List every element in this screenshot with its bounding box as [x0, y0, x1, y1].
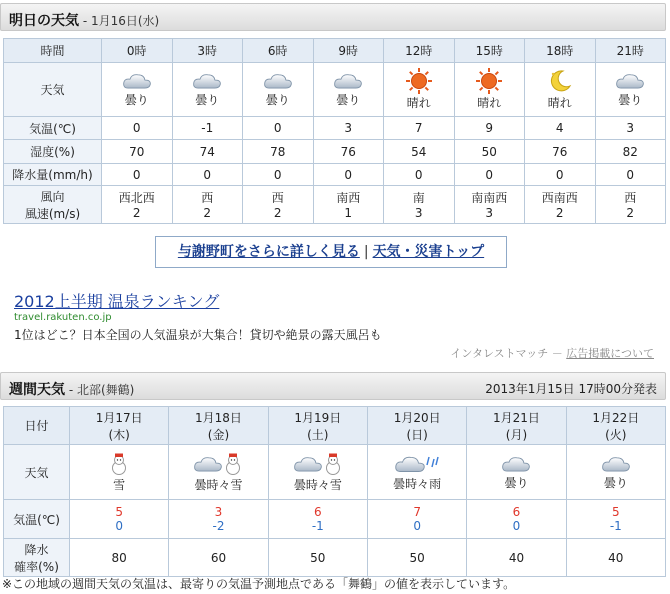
cloudy-icon — [314, 71, 384, 91]
weather-cell — [384, 63, 455, 117]
high-temp: 5 — [115, 505, 123, 519]
high-temp: 6 — [512, 505, 521, 519]
humidity-value: 54 — [411, 144, 427, 159]
hour-label: 15時 — [475, 44, 503, 58]
weather-label: 晴れ — [547, 96, 572, 110]
temp-cell — [243, 117, 314, 140]
hour-label: 3時 — [197, 44, 218, 58]
cloud-snow-icon — [193, 456, 243, 470]
rain-value: 0 — [203, 167, 212, 182]
rain-cell — [454, 164, 525, 186]
wind-direction: 南西 — [336, 191, 361, 205]
date-cell — [367, 407, 466, 445]
hour-cell — [313, 39, 384, 63]
weekly-title — [9, 379, 134, 399]
humidity-value: 76 — [552, 144, 568, 159]
date-cell — [566, 407, 665, 445]
pop-cell — [169, 539, 268, 577]
row-header-label: 気温(℃) — [29, 121, 76, 136]
weather-label: 曇時々雨 — [393, 476, 442, 491]
date-cell — [169, 407, 268, 445]
hour-label: 9時 — [338, 44, 359, 58]
temp-cell — [102, 117, 173, 140]
rain-cell — [384, 164, 455, 186]
wind-speed: 2 — [273, 206, 282, 220]
wind-speed: 2 — [626, 206, 635, 220]
date-label: 1月20日 — [393, 410, 441, 425]
date-label: 1月17日 — [95, 410, 143, 425]
humidity-cell — [384, 140, 455, 164]
temp-cell — [525, 117, 596, 140]
date-label: 1月22日 — [592, 410, 640, 425]
row-header-label: 確率(%) — [14, 559, 59, 574]
wind-cell — [384, 186, 455, 224]
temp-cell — [169, 500, 268, 539]
hour-cell — [172, 39, 243, 63]
tomorrow-title-text: 明日の天気 — [9, 13, 79, 29]
weather-label: 曇り — [618, 93, 643, 107]
humidity-cell — [172, 140, 243, 164]
hour-label: 18時 — [546, 44, 574, 58]
sunny-icon — [384, 68, 454, 94]
row-header-label: 風速(m/s) — [24, 206, 81, 221]
hour-label: 6時 — [267, 44, 288, 58]
row-header-label: 日付 — [24, 419, 49, 433]
cloudy-icon — [467, 454, 565, 474]
temp-cell — [70, 500, 169, 539]
ad-footer-text: インタレストマッチ － — [450, 347, 567, 360]
cloudy-icon — [173, 71, 243, 91]
temp-cell — [172, 117, 243, 140]
tomorrow-title — [9, 10, 159, 30]
temp-cell — [467, 500, 566, 539]
ad-footer — [450, 345, 654, 361]
link-separator: | — [363, 244, 369, 260]
low-temp: 0 — [512, 519, 521, 533]
row-header — [4, 539, 70, 577]
low-temp: 0 — [413, 519, 421, 533]
high-temp: 5 — [612, 505, 620, 519]
temp-cell — [454, 117, 525, 140]
wind-direction: 南 — [412, 191, 425, 205]
temp-value: 3 — [626, 121, 635, 135]
disaster-top-link[interactable]: 天気・災害トップ — [372, 244, 485, 260]
row-header-label: 降水量(mm/h) — [12, 168, 93, 182]
humidity-cell — [243, 140, 314, 164]
temp-cell — [595, 117, 666, 140]
hour-cell — [102, 39, 173, 63]
weather-label: 曇り — [195, 93, 220, 107]
rain-cell — [313, 164, 384, 186]
row-header — [4, 500, 70, 539]
precip-probability: 50 — [310, 550, 326, 565]
humidity-value: 82 — [622, 144, 638, 159]
wind-direction: 西 — [271, 191, 284, 205]
hour-label: 21時 — [616, 44, 644, 58]
date-label: 1月19日 — [294, 410, 342, 425]
row-header — [4, 445, 70, 500]
row-header — [4, 140, 102, 164]
cloudy-icon — [596, 71, 666, 91]
weekly-forecast-table — [3, 406, 666, 577]
rain-value: 0 — [344, 167, 353, 182]
cloudy-icon — [567, 454, 665, 474]
humidity-cell — [454, 140, 525, 164]
wind-speed: 1 — [344, 206, 353, 220]
sunny-icon — [455, 68, 525, 94]
wind-direction: 西北西 — [118, 191, 155, 205]
pop-cell — [566, 539, 665, 577]
weather-cell — [367, 445, 466, 500]
hour-cell — [454, 39, 525, 63]
row-header-label: 時間 — [40, 44, 65, 58]
temp-value: 0 — [132, 121, 141, 135]
rain-value: 0 — [414, 167, 423, 182]
row-header — [4, 63, 102, 117]
weekly-note: ※この地域の週間天気の気温は、最寄りの気温予測地点である「舞鶴」の値を表示しています。 — [2, 577, 516, 591]
pop-cell — [268, 539, 367, 577]
cloudy-icon — [102, 71, 172, 91]
date-label: 1月21日 — [493, 410, 540, 425]
wind-speed: 2 — [132, 206, 141, 220]
humidity-cell — [102, 140, 173, 164]
pop-cell — [467, 539, 566, 577]
temp-value: 3 — [344, 121, 353, 135]
ad-info-link[interactable]: 広告掲載について — [566, 347, 654, 360]
row-header-label: 気温(℃) — [13, 512, 60, 527]
row-header-label: 風向 — [40, 189, 65, 204]
high-temp: 7 — [413, 505, 421, 519]
tomorrow-date: - 1月16日(水) — [79, 14, 160, 28]
hour-label: 0時 — [126, 44, 147, 58]
humidity-cell — [313, 140, 384, 164]
hour-cell — [384, 39, 455, 63]
wind-cell — [454, 186, 525, 224]
weather-cell — [566, 445, 665, 500]
humidity-cell — [595, 140, 666, 164]
rain-value: 0 — [485, 167, 494, 182]
date-cell — [268, 407, 367, 445]
low-temp: -2 — [212, 519, 225, 533]
humidity-value: 78 — [270, 144, 286, 159]
hourly-forecast-table — [3, 38, 666, 224]
ad-url: travel.rakuten.co.jp — [14, 312, 112, 323]
temp-value: 9 — [485, 121, 494, 135]
humidity-value: 70 — [129, 144, 145, 159]
precip-probability: 50 — [409, 550, 425, 565]
row-header — [4, 39, 102, 63]
hour-cell — [595, 39, 666, 63]
hour-cell — [525, 39, 596, 63]
snowman-icon — [109, 456, 129, 470]
rain-value: 0 — [273, 167, 282, 182]
weather-label: 曇り — [265, 93, 290, 107]
pop-cell — [367, 539, 466, 577]
humidity-value: 74 — [199, 144, 215, 159]
row-header — [4, 117, 102, 140]
weather-cell — [169, 445, 268, 500]
day-of-week: (土) — [307, 427, 329, 442]
weather-cell — [102, 63, 173, 117]
weather-label: 曇り — [124, 93, 149, 107]
temp-value: 7 — [414, 121, 423, 135]
rain-value: 0 — [555, 167, 564, 182]
wind-direction: 西 — [624, 191, 637, 205]
rain-cell — [595, 164, 666, 186]
wind-cell — [102, 186, 173, 224]
wind-direction: 南南西 — [471, 191, 508, 205]
day-of-week: (日) — [406, 427, 428, 442]
row-header-label: 降水 — [24, 542, 49, 557]
weather-label: 晴れ — [477, 96, 502, 110]
rain-cell — [172, 164, 243, 186]
wind-speed: 3 — [485, 206, 494, 220]
rain-cell — [243, 164, 314, 186]
cloud-snow-icon — [293, 456, 343, 470]
date-cell — [70, 407, 169, 445]
link-box — [155, 236, 507, 268]
rain-value: 0 — [132, 167, 141, 182]
weather-cell — [467, 445, 566, 500]
wind-cell — [595, 186, 666, 224]
humidity-value: 50 — [481, 144, 497, 159]
humidity-value: 76 — [340, 144, 356, 159]
weather-label: 曇時々雪 — [293, 477, 342, 492]
low-temp: 0 — [115, 519, 123, 533]
weather-cell — [70, 445, 169, 500]
weather-label: 雪 — [113, 477, 126, 492]
wind-speed: 2 — [203, 206, 212, 220]
wind-direction: 西 — [201, 191, 214, 205]
high-temp: 6 — [314, 505, 322, 519]
wind-cell — [172, 186, 243, 224]
ad-title-link[interactable]: 2012上半期 温泉ランキング — [14, 292, 220, 311]
high-temp: 3 — [214, 505, 223, 519]
rain-cell — [102, 164, 173, 186]
ad-description: 1位はどこ？日本全国の人気温泉が大集合！貸切や絶景の露天風呂も — [14, 328, 382, 342]
weather-label: 曇り — [504, 475, 529, 490]
precip-probability: 40 — [508, 550, 525, 565]
day-of-week: (火) — [605, 427, 627, 442]
weather-cell — [525, 63, 596, 117]
issued-time: 2013年1月15日 17時00分発表 — [485, 382, 657, 396]
weather-label: 曇り — [603, 475, 628, 490]
precip-probability: 40 — [608, 550, 624, 565]
weather-cell — [454, 63, 525, 117]
weather-cell — [595, 63, 666, 117]
weather-cell — [172, 63, 243, 117]
hour-cell — [243, 39, 314, 63]
cloud-rain-icon — [394, 456, 440, 470]
pop-cell — [70, 539, 169, 577]
day-of-week: (月) — [505, 427, 528, 442]
wind-cell — [243, 186, 314, 224]
temp-cell — [268, 500, 367, 539]
temp-value: 4 — [555, 121, 564, 135]
tomorrow-header — [0, 3, 666, 31]
day-of-week: (金) — [207, 427, 230, 442]
weather-cell — [268, 445, 367, 500]
cloudy-icon — [243, 71, 313, 91]
date-cell — [467, 407, 566, 445]
wind-speed: 3 — [414, 206, 423, 220]
row-header — [4, 407, 70, 445]
precip-probability: 80 — [111, 550, 127, 565]
date-label: 1月18日 — [195, 410, 242, 425]
weather-label: 曇時々雪 — [194, 477, 243, 492]
row-header — [4, 186, 102, 224]
rain-value: 0 — [626, 167, 635, 182]
weather-cell — [313, 63, 384, 117]
row-header — [4, 164, 102, 186]
weather-label: 晴れ — [406, 96, 431, 110]
temp-value: 0 — [273, 121, 282, 135]
weekly-header — [0, 372, 666, 400]
hour-label: 12時 — [405, 44, 433, 58]
weather-label: 曇り — [336, 93, 361, 107]
temp-cell — [313, 117, 384, 140]
rain-cell — [525, 164, 596, 186]
temp-cell — [367, 500, 466, 539]
weekly-region: - 北部(舞鶴) — [65, 383, 135, 397]
wind-speed: 2 — [555, 206, 564, 220]
row-header-label: 湿度(%) — [30, 145, 75, 159]
detail-link[interactable]: 与謝野町をさらに詳しく見る — [177, 244, 360, 260]
wind-direction: 西南西 — [541, 191, 578, 205]
row-header-label: 天気 — [24, 465, 49, 480]
temp-cell — [384, 117, 455, 140]
weather-cell — [243, 63, 314, 117]
day-of-week: (木) — [108, 427, 130, 442]
row-header-label: 天気 — [40, 83, 65, 97]
low-temp: -1 — [609, 519, 622, 533]
temp-cell — [566, 500, 665, 539]
weekly-title-text: 週間天気 — [9, 382, 65, 398]
wind-cell — [313, 186, 384, 224]
precip-probability: 60 — [210, 550, 227, 565]
wind-cell — [525, 186, 596, 224]
moon-icon — [525, 68, 595, 94]
humidity-cell — [525, 140, 596, 164]
low-temp: -1 — [311, 519, 324, 533]
temp-value: -1 — [201, 121, 214, 135]
